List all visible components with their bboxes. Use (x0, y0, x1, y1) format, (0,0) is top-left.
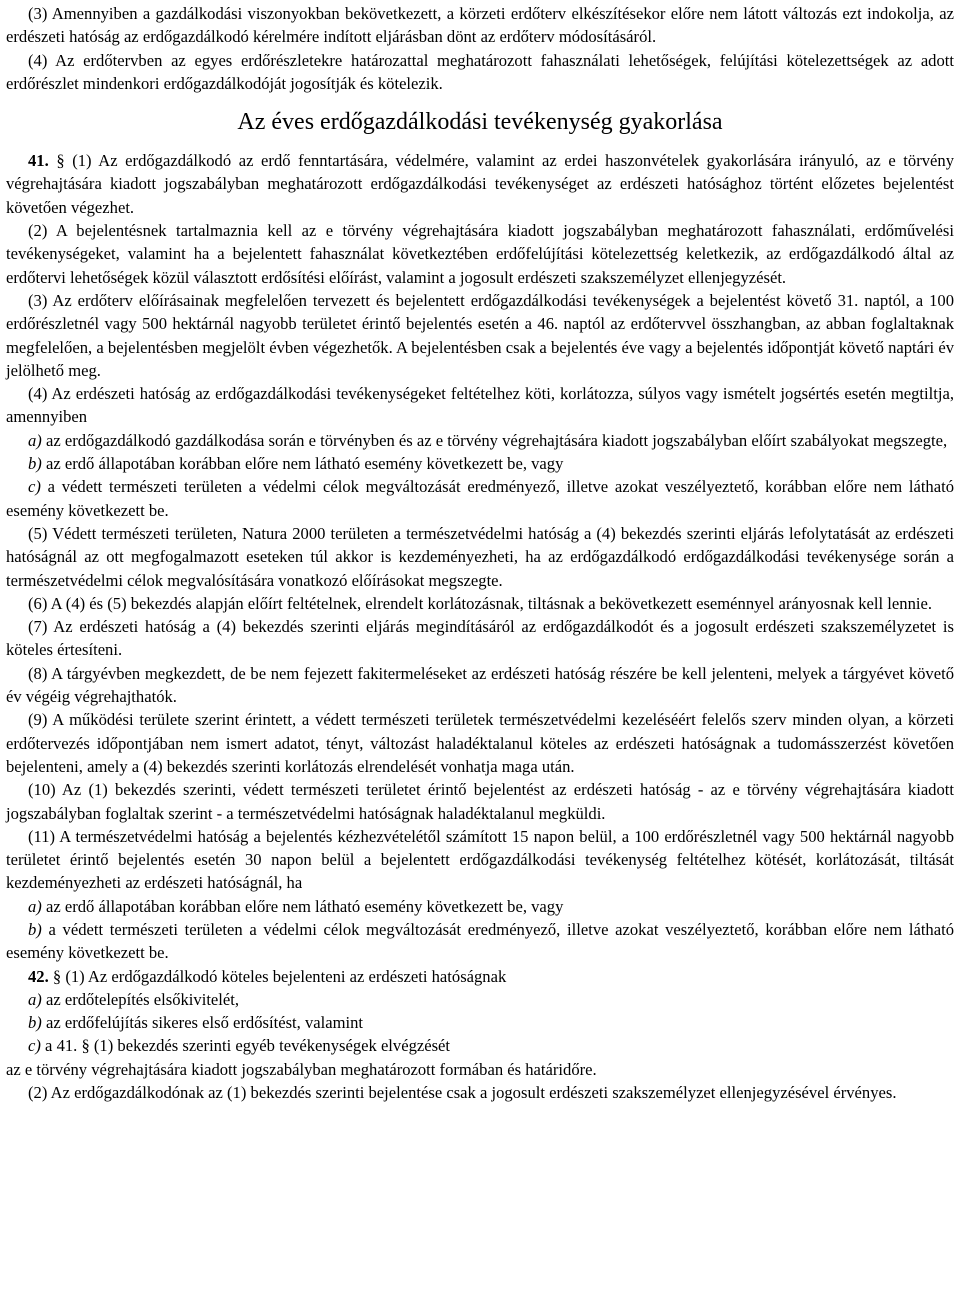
s41-point-11b (6, 918, 954, 965)
point-marker: b) (28, 1013, 42, 1033)
s42-tail: az e törvény végrehajtására kiadott jogszabályban meghatározott formában és határidőre. (6, 1059, 597, 1079)
s41-paragraph-7: (7) Az erdészeti hatóság a (4) bekezdés szerinti eljárás megindításáról az erdőgazdálkodót és a jogosult erdészeti szakszemélyzetet is köteles értesíteni. (6, 617, 954, 660)
s41-point-4b (6, 452, 954, 475)
point-marker: a) (28, 989, 42, 1009)
s41-paragraph-9: (9) A működési területe szerint érintett, a védett természeti területek természetvédelmi kezeléséért felelős szerv minden olyan, a körzeti erdőtervezés időpontjában nem ismert adatot, tényt, változást haladéktalanul köteles az erdészeti hatóságnak a tudomásszerzést követően bejelenteni, amely a (4) bekezdés szerinti korlátozás elrendelését vonhatja maga után. (6, 710, 954, 776)
s41-text-1: § (1) Az erdőgazdálkodó az erdő fenntartására, védelmére, valamint az erdei haszonvételek gyakorlására irányuló, az e törvény végrehajtására kiadott jogszabályban meghatározott erdőgazdálkodási tevékenységet az erdészeti hatósághoz történt előzetes bejelentést követően végezhet. (6, 151, 954, 217)
section-number-42: 42. (28, 966, 49, 986)
s41-paragraph-5: (5) Védett természeti területen, Natura 2000 területen a természetvédelmi hatóság a (4) bekezdés szerinti eljárás lefolytatását az erdészeti hatóságnál az ott megfogalmazott eseteken túl akkor is kezdeményezheti, ha az erdőgazdálkodó erdőgazdálkodási tevékenysége során a természetvédelmi célok megvalósítására vonatkozó előírásokat megszegte. (6, 523, 954, 590)
s42-point-c (6, 1034, 954, 1057)
point-marker: a) (28, 896, 42, 916)
s42-paragraph-2: (2) Az erdőgazdálkodónak az (1) bekezdés szerinti bejelentése csak a jogosult erdészeti szakszemélyzet ellenjegyzésével érvényes. (28, 1083, 897, 1103)
s41-paragraph-10: (10) Az (1) bekezdés szerinti, védett természeti területet érintő bejelentést az erdészeti hatóság - az e törvény végrehajtására kiadott jogszabályban foglaltak szerint - a természetvédelmi hatóságnak haladéktalanul megküldi. (6, 780, 954, 823)
s42-point-b (6, 1011, 954, 1034)
section-title: Az éves erdőgazdálkodási tevékenység gyakorlása (237, 109, 723, 136)
s42-point-a (6, 988, 954, 1011)
s41-paragraph-3: (3) Az erdőterv előírásainak megfelelően tervezett és bejelentett erdőgazdálkodási tevékenységek a bejelentést követő 31. naptól, a 100 erdőrészletnél vagy 500 hektárnál nagyobb területet érintő bejelentés esetén a 46. naptól az erdőtervvel összhangban, az abban foglaltaknak megfelelően, a bejelentésben megjelölt évben végezhetők. A bejelentésben csak a bejelentés éve vagy a bejelentés időpontját követő naptári év jelölhető meg. (6, 290, 954, 380)
s41-point-11a (6, 895, 954, 918)
point-text: az erdő állapotában korábban előre nem látható esemény következett be, vagy (41, 896, 564, 916)
point-text: az erdőfelújítás sikeres első erdősítést, valamint (41, 1013, 363, 1033)
point-text: a 41. § (1) bekezdés szerinti egyéb tevékenységek elvégzését (40, 1036, 451, 1056)
section-number-41: 41. (28, 151, 49, 171)
s41-point-4c (6, 475, 954, 522)
point-text: a védett természeti területen a védelmi célok megváltozását eredményező, illetve azokat veszélyeztető, korábban előre nem látható esemény következett be. (6, 477, 954, 520)
paragraph-4: (4) Az erdőtervben az egyes erdőrészletekre határozattal meghatározott fahasználati lehetőségek, felújítási kötelezettségek az adott erdőrészlet mindenkori erdőgazdálkodóját jogosítják és kötelezik. (6, 50, 954, 93)
point-text: az erdő állapotában korábban előre nem látható esemény következett be, vagy (41, 454, 564, 474)
point-marker: c) (28, 1036, 41, 1056)
s41-paragraph-2: (2) A bejelentésnek tartalmaznia kell az e törvény végrehajtására kiadott jogszabályban meghatározott fahasználati, erdőművelési tevékenységeket, valamint ha a bejelentett fahasználat következtében erdőfelújítási kötelezettség keletkezik, az erdőgazdálkodó által az erdőtervi lehetőségek közül választott erdősítési előírást, valamint a jogosult erdészeti szakszemélyzet ellenjegyzését. (6, 221, 954, 287)
s41-point-4a (6, 429, 954, 452)
s41-paragraph-11: (11) A természetvédelmi hatóság a bejelentés kézhezvételétől számított 15 napon belül, a 100 erdőrészletnél vagy 500 hektárnál nagyobb területet érintő bejelentés esetén 30 napon belül a bejelentett erdőgazdálkodási tevékenység feltételhez kötését, korlátozását, tiltását kezdeményezheti az erdészeti hatóságnál, ha (6, 826, 954, 893)
point-text: a védett természeti területen a védelmi célok megváltozását eredményező, illetve azokat veszélyeztető, korábban előre nem látható esemény következett be. (6, 919, 954, 963)
point-text: az erdőtelepítés elsőkivitelét, (41, 989, 240, 1009)
point-marker: b) (28, 919, 42, 939)
point-marker: b) (28, 454, 42, 474)
s42-paragraph-1 (6, 965, 954, 988)
s42-text-1: § (1) Az erdőgazdálkodó köteles bejelenteni az erdészeti hatóságnak (48, 966, 507, 986)
point-marker: a) (28, 430, 42, 450)
s41-paragraph-8: (8) A tárgyévben megkezdett, de be nem fejezett fakitermeléseket az erdészeti hatóság részére be kell jelenteni, melyek a tárgyévet követő év végéig végrehajthatók. (6, 663, 954, 707)
s41-paragraph-1 (6, 149, 954, 219)
s41-paragraph-6: (6) A (4) és (5) bekezdés alapján előírt feltételnek, elrendelt korlátozásnak, tiltásnak a bekövetkezett eseménnyel arányosnak kell lennie. (28, 593, 932, 613)
point-marker: c) (28, 477, 41, 497)
paragraph-3: (3) Amennyiben a gazdálkodási viszonyokban bekövetkezett, a körzeti erdőterv elkészítésekor előre nem látott változás ezt indokolja, az erdészeti hatóság az erdőgazdálkodó kérelmére indított eljárásban dönt az erdőterv módosításáról. (6, 4, 954, 47)
point-text: az erdőgazdálkodó gazdálkodása során e törvényben és az e törvény végrehajtására kiadott jogszabályban előírt szabályokat megszegte, (41, 430, 948, 450)
s41-paragraph-4: (4) Az erdészeti hatóság az erdőgazdálkodási tevékenységeket feltételhez köti, korlátozza, súlyos vagy ismételt jogsértés esetén megtiltja, amennyiben (6, 384, 954, 427)
